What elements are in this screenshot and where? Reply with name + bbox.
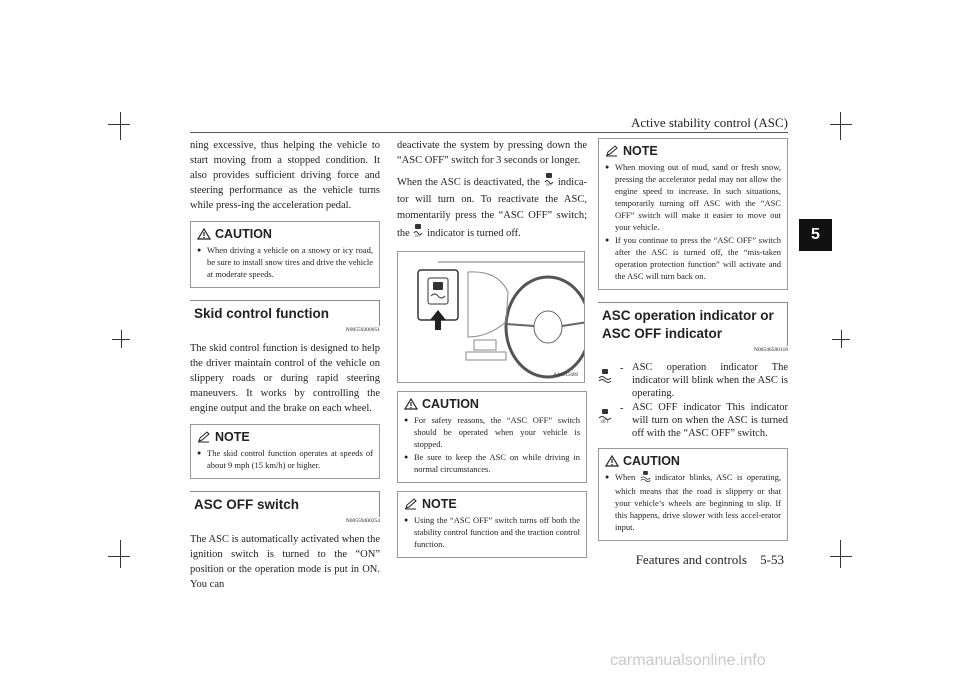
indicator-text-c: indicator is turned off. — [427, 227, 521, 239]
note-item: ● The skid control function operates at speeds of about 9 mph (15 km/h) or higher. — [197, 447, 373, 471]
indicator-paragraph — [397, 173, 587, 243]
crop-mark — [830, 556, 852, 557]
indicator-dash: - — [620, 363, 624, 374]
note-pencil-icon — [197, 431, 211, 443]
caution-text-a: When — [615, 472, 636, 482]
caution-label: CAUTION — [623, 454, 680, 468]
warning-triangle-icon — [605, 455, 619, 467]
caution-box — [397, 391, 587, 483]
crop-mark — [120, 112, 121, 140]
illustration-code: AA0315609 — [553, 373, 578, 378]
caution-item: ● Be sure to keep the ASC on while driving in normal circumstances. — [404, 451, 580, 475]
caution-box — [598, 448, 788, 541]
crop-mark — [830, 124, 852, 125]
crop-mark — [840, 540, 841, 568]
svg-text:OFF: OFF — [415, 234, 422, 237]
intro-paragraph: ning excessive, thus helping the vehicle to start moving from a stopped condition. It also provides sufficient driving force and steering performance as the vehicle turns while press-ing the acceleration pedal. — [190, 140, 380, 211]
crop-mark — [120, 540, 121, 568]
asc-off-indicator-text: ASC OFF indicator This indicator will turn on when the ASC is turned off with the “ASC OFF” switch. — [632, 402, 788, 439]
column-left — [190, 138, 380, 592]
asc-indicator-icon — [640, 471, 651, 485]
note-item: ● If you continue to press the “ASC OFF” switch after the ASC is turned off, the “mis-taken operation protection function” will activate and the ASC will turn back on. — [605, 234, 781, 282]
section-title-skid-control: Skid control function — [190, 300, 380, 326]
note-item: ● Using the “ASC OFF” switch turns off both the stability control function and the traction control function. — [404, 514, 580, 550]
section-code: N00559400254 — [345, 518, 380, 524]
asc-indicator-icon — [598, 361, 616, 388]
indicator-text-a: When the ASC is deactivated, the — [397, 176, 540, 188]
chapter-tab: 5 — [799, 219, 832, 251]
note-label: NOTE — [215, 430, 250, 444]
warning-triangle-icon — [404, 398, 418, 410]
note-label: NOTE — [623, 144, 658, 158]
crop-mark — [121, 330, 122, 348]
asc-off-indicator-icon — [543, 173, 555, 192]
section-title-asc-off-switch: ASC OFF switch — [190, 491, 380, 517]
crop-mark — [108, 556, 130, 557]
caution-box — [190, 221, 380, 288]
asc-operation-indicator-row — [598, 361, 788, 400]
header-rule — [190, 132, 788, 133]
asc-off-paragraph: The ASC is automatically activated when the ignition switch is turned to the “ON” position or the operation mode is put in ON. You can — [190, 534, 380, 590]
caution-text-b: indicator blinks, ASC is operating, which means that the road is slippery or that your vehicle’s wheels are beginning to slip. If this happens, drive slower with less accel-erator input. — [615, 472, 782, 533]
page-number: 5-53 — [760, 552, 784, 567]
note-pencil-icon — [404, 498, 418, 510]
caution-item — [605, 471, 781, 533]
note-pencil-icon — [605, 145, 619, 157]
note-item: ● When moving out of mud, sand or fresh snow, pressing the accelerator pedal may not allow the engine speed to increase. In such situations, temporarily turning off ASC with the “ASC OFF” switch will make it easier to move out your vehicle. — [605, 161, 781, 233]
section-title-asc-indicator: ASC operation indicator or ASC OFF indicator — [598, 302, 788, 346]
section-code: N00546500118 — [753, 347, 788, 353]
dashboard-illustration — [397, 251, 585, 383]
note-box — [397, 491, 587, 558]
indicator-dash: - — [620, 403, 624, 414]
caution-item: ● When driving a vehicle on a snowy or icy road, be sure to install snow tires and drive the vehicle at moderate speeds. — [197, 244, 373, 280]
note-label: NOTE — [422, 497, 457, 511]
caution-label: CAUTION — [215, 227, 272, 241]
dashboard-drawing — [398, 252, 584, 382]
caution-label: CAUTION — [422, 397, 479, 411]
svg-text:OFF: OFF — [601, 419, 609, 423]
crop-mark — [841, 330, 842, 348]
note-box — [190, 424, 380, 479]
asc-off-indicator-icon — [598, 401, 616, 428]
section-code: N00559300051 — [345, 327, 380, 333]
crop-mark — [108, 124, 130, 125]
asc-operation-indicator-text: ASC operation indicator The indicator will blink when the ASC is operating. — [632, 362, 788, 399]
crop-mark — [840, 112, 841, 140]
indicator-text-b: indica-tor will turn on. To reactivate the ASC, momentarily press the “ASC OFF” switch; the — [397, 176, 588, 239]
deactivate-paragraph: deactivate the system by pressing down the “ASC OFF” switch for 3 seconds or longer. — [397, 140, 587, 166]
warning-triangle-icon — [197, 228, 211, 240]
column-right — [598, 138, 788, 541]
footer-label: Features and controls — [635, 552, 747, 567]
skid-control-paragraph: The skid control function is designed to help the driver maintain control of the vehicle on slippery roads or during rapid steering maneuvers. It works by controlling the engine output and the brake on each wheel. — [190, 343, 380, 414]
page-header-title: Active stability control (ASC) — [630, 115, 788, 130]
column-middle — [397, 138, 587, 558]
asc-off-indicator-row — [598, 401, 788, 440]
asc-off-indicator-icon — [412, 224, 424, 243]
caution-item: ● For safety reasons, the “ASC OFF” switch should be operated when your vehicle is stopped. — [404, 414, 580, 450]
note-box — [598, 138, 788, 290]
page-footer — [636, 552, 784, 568]
svg-text:OFF: OFF — [545, 183, 553, 186]
watermark: carmanualsonline.info — [610, 652, 766, 669]
